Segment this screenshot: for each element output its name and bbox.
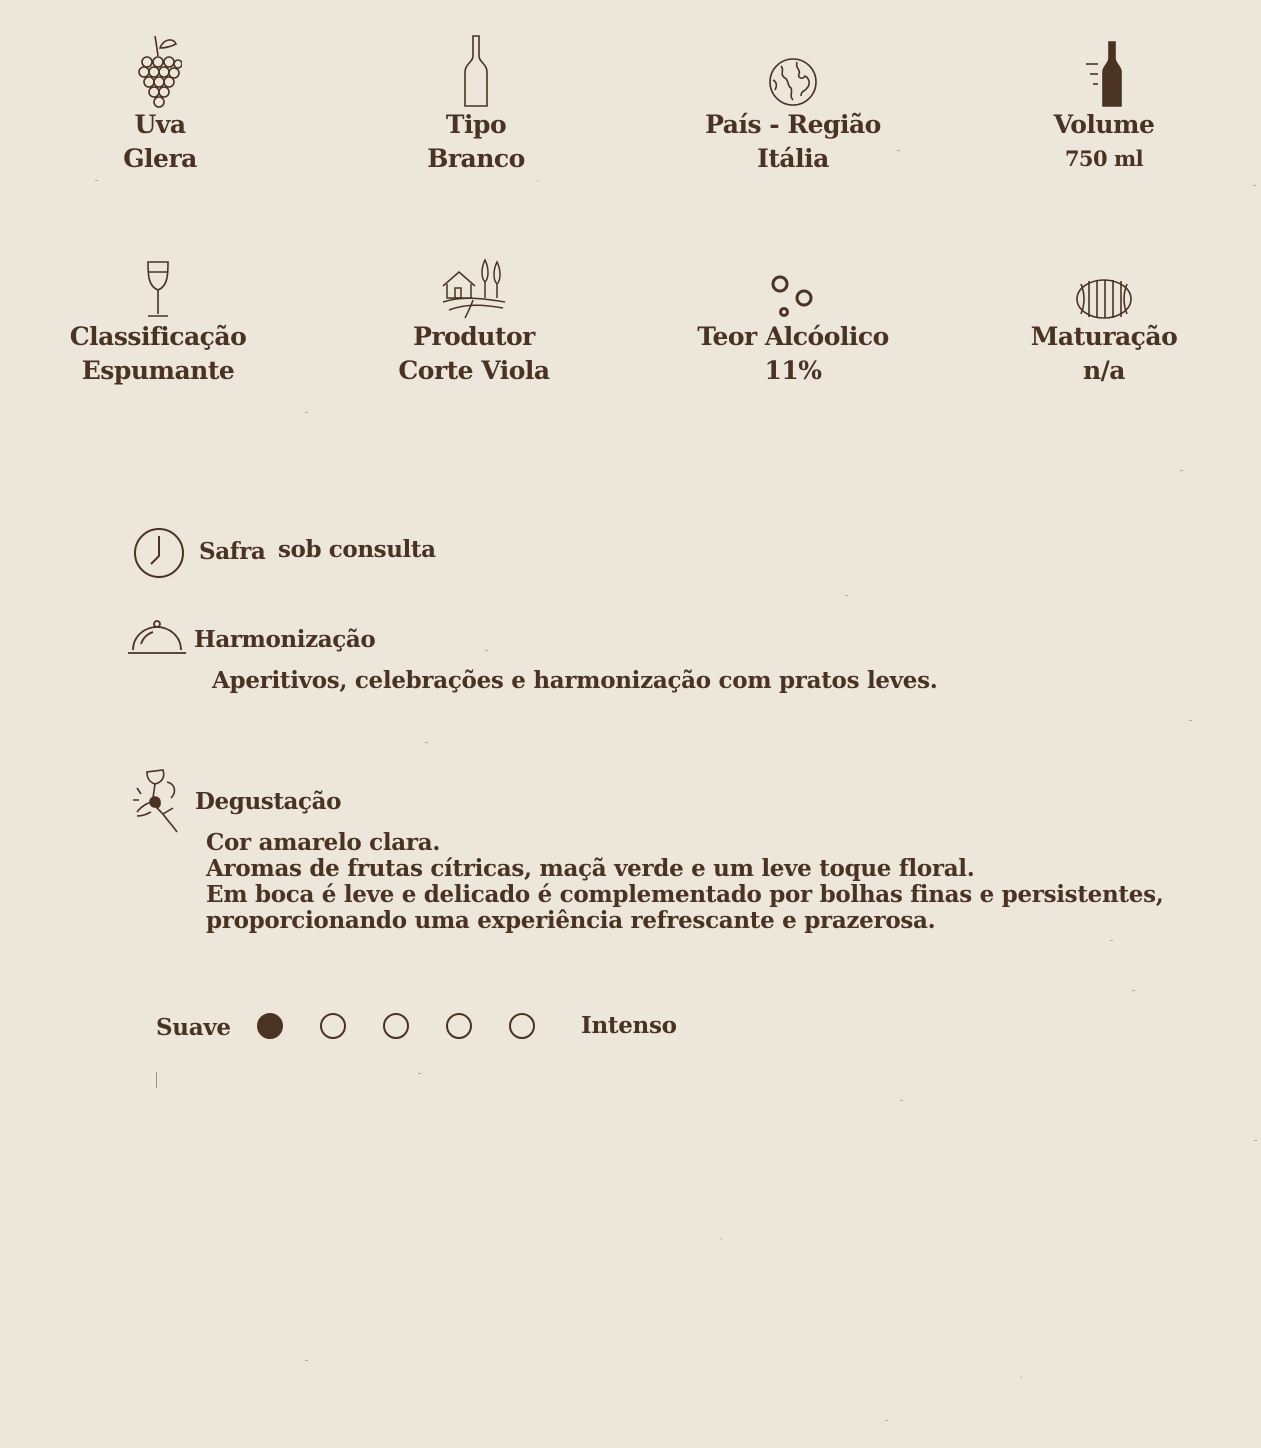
spec-label: País - Região <box>705 110 881 139</box>
spec-teor <box>673 246 913 388</box>
spec-value: Espumante <box>81 356 235 385</box>
spec-classificacao <box>38 246 278 388</box>
intensity-dot <box>509 1013 535 1039</box>
bottle-icon <box>356 34 596 108</box>
cloche-icon <box>127 618 187 662</box>
spec-maturacao <box>984 246 1224 388</box>
spec-tipo <box>356 34 596 176</box>
spec-value: Branco <box>427 144 525 173</box>
spec-pais <box>673 34 913 176</box>
intensity-scale <box>156 1008 716 1048</box>
wine-glass-icon <box>38 246 278 320</box>
intensity-dot <box>446 1013 472 1039</box>
spec-value: Glera <box>123 144 197 173</box>
degustacao-line: Em boca é leve e delicado é complementado por bolhas finas e persistentes, <box>206 881 1164 908</box>
intensity-max-label: Intenso <box>581 1012 677 1039</box>
degustacao-text <box>206 830 1163 934</box>
degustacao-line: Aromas de frutas cítricas, maçã verde e um leve toque floral. <box>206 855 975 882</box>
safra-value: sob consulta <box>278 536 436 563</box>
spec-label: Uva <box>134 110 186 139</box>
bubbles-icon <box>673 246 913 320</box>
tasting-hand-icon <box>133 768 183 840</box>
grape-icon <box>40 34 280 108</box>
harmonizacao-section <box>127 618 1027 708</box>
intensity-dot <box>383 1013 409 1039</box>
spec-label: Volume <box>1053 110 1155 139</box>
bottle-volume-icon <box>984 34 1224 108</box>
intensity-min-label: Suave <box>156 1014 231 1041</box>
spec-label: Classificação <box>69 322 247 351</box>
spec-label: Produtor <box>413 322 535 351</box>
degustacao-section <box>133 768 1164 948</box>
globe-icon <box>673 34 913 108</box>
clock-icon <box>132 526 186 584</box>
intensity-dot <box>257 1013 283 1039</box>
harmonizacao-title: Harmonização <box>194 626 376 653</box>
spec-value: n/a <box>1082 356 1125 385</box>
spec-produtor <box>354 246 594 388</box>
vineyard-icon <box>354 246 594 320</box>
degustacao-title: Degustação <box>195 788 342 815</box>
safra-section <box>132 526 632 580</box>
spec-label: Maturação <box>1030 322 1178 351</box>
spec-label: Teor Alcóolico <box>697 322 889 351</box>
harmonizacao-text: Aperitivos, celebrações e harmonização com pratos leves. <box>212 667 938 694</box>
intensity-dot <box>320 1013 346 1039</box>
safra-label: Safra <box>199 538 266 565</box>
spec-label: Tipo <box>445 110 507 139</box>
degustacao-line: proporcionando uma experiência refrescante e prazerosa. <box>206 907 936 934</box>
barrel-icon <box>984 246 1224 320</box>
spec-value: 750 ml <box>1064 146 1144 171</box>
spec-volume <box>984 34 1224 176</box>
degustacao-line: Cor amarelo clara. <box>206 829 441 856</box>
spec-value: Itália <box>757 144 829 173</box>
spec-value: Corte Viola <box>398 356 550 385</box>
spec-uva <box>40 34 280 176</box>
spec-value: 11% <box>764 356 822 385</box>
